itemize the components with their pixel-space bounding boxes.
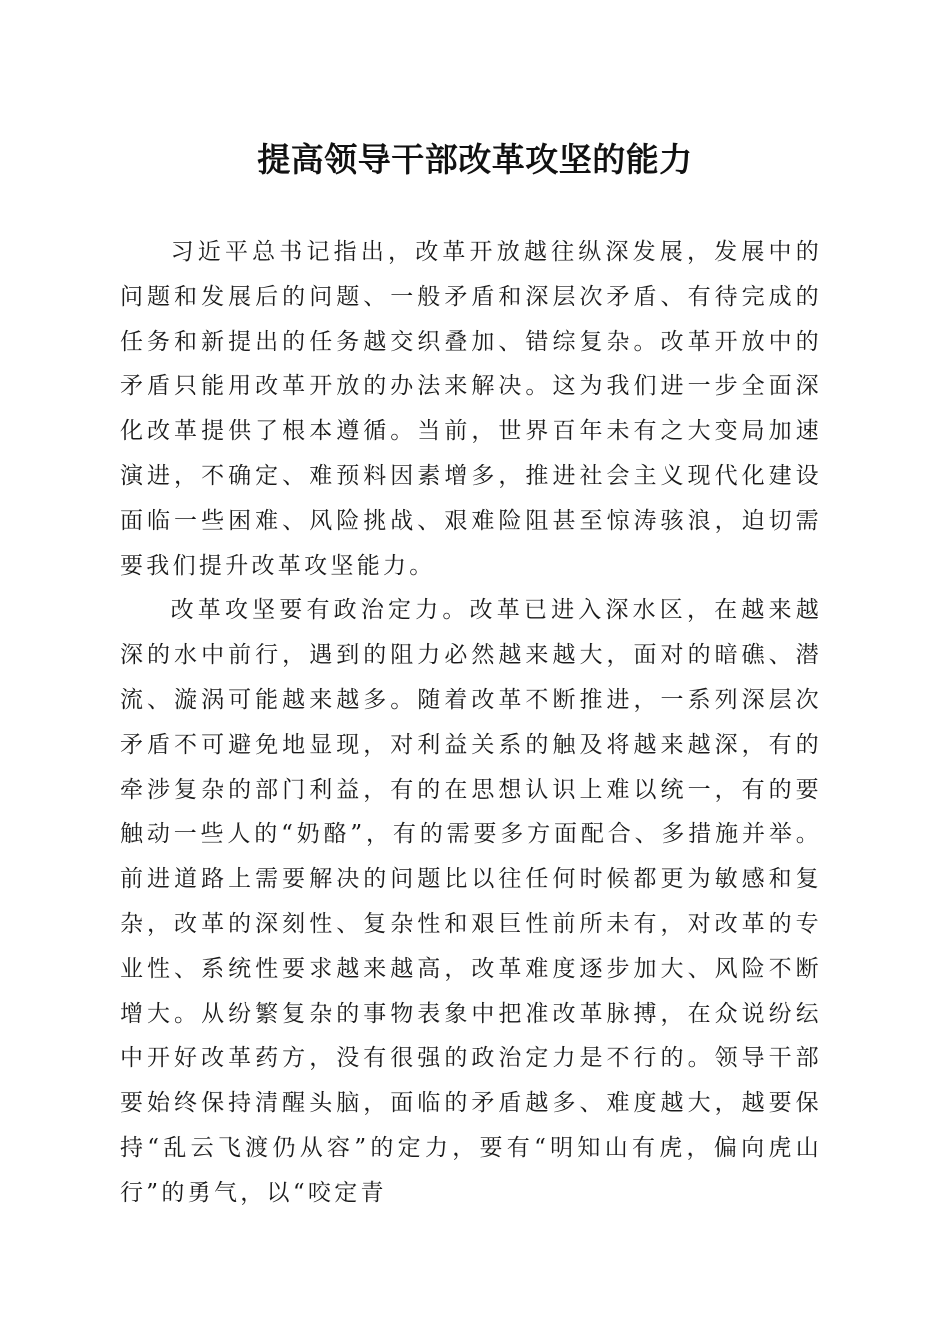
paragraph-political-resolve: 改革攻坚要有政治定力。改革已进入深水区，在越来越深的水中前行，遇到的阻力必然越来越大，面对的暗礁、潜流、漩涡可能越来越多。随着改革不断推进，一系列深层次矛盾不可避免地显现，对利益关系的触及将越来越深，有的牵涉复杂的部门利益，有的在思想认识上难以统一，有的要触动一些人的“奶酪”，有的需要多方面配合、多措施并举。前进道路上需要解决的问题比以往任何时候都更为敏感和复杂，改革的深刻性、复杂性和艰巨性前所未有，对改革的专业性、系统性要求越来越高，改革难度逐步加大、风险不断增大。从纷繁复杂的事物表象中把准改革脉搏，在众说纷纭中开好改革药方，没有很强的政治定力是不行的。领导干部要始终保持清醒头脑，面临的矛盾越多、难度越大，越要保持“乱云飞渡仍从容”的定力，要有“明知山有虎，偏向虎山行”的勇气，以“咬定青 (120, 597, 822, 1206)
document-title: 提高领导干部改革攻坚的能力 (257, 140, 693, 179)
paragraph-intro: 习近平总书记指出，改革开放越往纵深发展，发展中的问题和发展后的问题、一般矛盾和深层次矛盾、有待完成的任务和新提出的任务越交织叠加、错综复杂。改革开放中的矛盾只能用改革开放的办法来解决。这为我们进一步全面深化改革提供了根本遵循。当前，世界百年未有之大变局加速演进，不确定、难预料因素增多，推进社会主义现代化建设面临一些困难、风险挑战、艰难险阻甚至惊涛骇浪，迫切需要我们提升改革攻坚能力。 (120, 239, 822, 579)
document-body (120, 230, 822, 1216)
